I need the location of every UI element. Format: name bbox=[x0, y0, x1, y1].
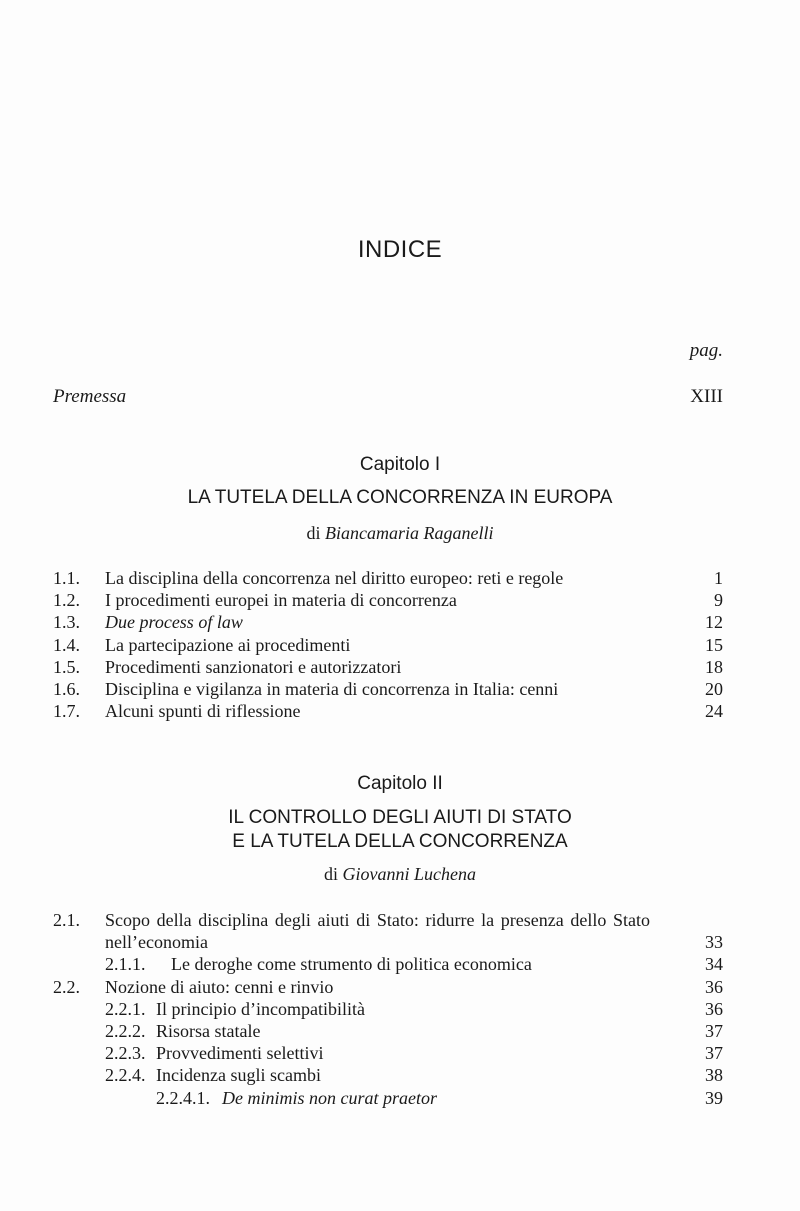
entry-number: 2.2.4. bbox=[105, 1065, 146, 1086]
entry-page: 38 bbox=[705, 1065, 723, 1086]
entry-page: 1 bbox=[714, 568, 723, 588]
entry-number: 1.7. bbox=[53, 701, 80, 722]
chapter-1-toc bbox=[53, 567, 723, 722]
author-name: Biancamaria Raganelli bbox=[325, 523, 494, 543]
entry-title: De minimis non curat praetor bbox=[222, 1087, 437, 1108]
entry-page: 37 bbox=[705, 1020, 723, 1041]
toc-entry[interactable] bbox=[53, 700, 723, 722]
entry-page: 39 bbox=[705, 1087, 723, 1108]
chapter-1-title-line: LA TUTELA DELLA CONCORRENZA IN EUROPA bbox=[187, 487, 613, 508]
page-title: INDICE bbox=[357, 236, 443, 263]
entry-number: 2.1. bbox=[53, 910, 80, 930]
toc-entry[interactable] bbox=[53, 567, 723, 589]
entry-number: 1.5. bbox=[53, 656, 80, 677]
author-name: Giovanni Luchena bbox=[342, 864, 476, 884]
entry-title: Risorsa statale bbox=[156, 1020, 261, 1041]
chapter-2-title-line: E LA TUTELA DELLA CONCORRENZA bbox=[232, 831, 568, 852]
author-prefix: di bbox=[306, 523, 321, 543]
chapter-1-label: Capitolo I bbox=[359, 454, 441, 475]
entry-page: 37 bbox=[705, 1043, 723, 1064]
entry-number: 1.1. bbox=[53, 568, 80, 588]
toc-entry[interactable] bbox=[53, 634, 723, 656]
entry-title: Disciplina e vigilanza in materia di concorrenza in Italia: cenni bbox=[105, 678, 559, 699]
premessa-page: XIII bbox=[690, 386, 723, 407]
entry-number: 2.2.3. bbox=[105, 1043, 146, 1064]
entry-title: Alcuni spunti di riflessione bbox=[105, 701, 301, 722]
toc-entry[interactable] bbox=[53, 611, 723, 633]
entry-title: Scopo della disciplina degli aiuti di Stato: ridurre la presenza dello Stato nell’economia bbox=[105, 910, 650, 953]
chapter-2-label: Capitolo II bbox=[357, 773, 443, 794]
entry-page: 33 bbox=[705, 932, 723, 953]
entry-page: 12 bbox=[705, 612, 723, 633]
toc-entry[interactable] bbox=[53, 976, 723, 998]
entry-number: 1.2. bbox=[53, 590, 80, 611]
entry-number: 2.2.1. bbox=[105, 998, 146, 1019]
toc-entry[interactable] bbox=[53, 909, 723, 953]
entry-number: 1.3. bbox=[53, 612, 80, 633]
premessa-label: Premessa bbox=[53, 386, 127, 407]
entry-page: 9 bbox=[714, 590, 723, 611]
entry-title: La partecipazione ai procedimenti bbox=[105, 634, 351, 655]
entry-title: Due process of law bbox=[105, 612, 243, 633]
entry-page: 15 bbox=[705, 634, 723, 655]
chapter-1-author bbox=[0, 523, 800, 544]
entry-page: 20 bbox=[705, 678, 723, 699]
author-prefix: di bbox=[324, 864, 339, 884]
entry-page: 18 bbox=[705, 656, 723, 677]
chapter-2-title-line: IL CONTROLLO DEGLI AIUTI DI STATO bbox=[228, 807, 572, 828]
toc-entry[interactable] bbox=[53, 1042, 723, 1064]
chapter-2-author bbox=[0, 864, 800, 885]
chapter-2-toc bbox=[53, 909, 723, 1109]
entry-page: 24 bbox=[705, 701, 723, 722]
entry-title: Provvedimenti selettivi bbox=[156, 1043, 324, 1064]
entry-title: Procedimenti sanzionatori e autorizzatori bbox=[105, 656, 402, 677]
entry-title: Il principio d’incompatibilità bbox=[156, 998, 365, 1019]
toc-entry[interactable] bbox=[53, 1087, 723, 1109]
toc-entry[interactable] bbox=[53, 678, 723, 700]
entry-title: La disciplina della concorrenza nel diritto europeo: reti e regole bbox=[105, 568, 564, 588]
page-column-header: pag. bbox=[689, 340, 723, 361]
entry-number: 1.4. bbox=[53, 634, 80, 655]
entry-page: 34 bbox=[705, 954, 723, 975]
entry-number: 1.6. bbox=[53, 678, 80, 699]
entry-page: 36 bbox=[705, 976, 723, 997]
entry-title: Nozione di aiuto: cenni e rinvio bbox=[105, 976, 334, 997]
toc-entry[interactable] bbox=[53, 953, 723, 975]
chapter-1-title bbox=[0, 486, 800, 510]
entry-number: 2.2. bbox=[53, 976, 80, 997]
toc-entry[interactable] bbox=[53, 656, 723, 678]
toc-entry[interactable] bbox=[53, 589, 723, 611]
toc-entry[interactable] bbox=[53, 1020, 723, 1042]
toc-entry[interactable] bbox=[53, 1064, 723, 1086]
entry-number: 2.2.4.1. bbox=[156, 1087, 210, 1108]
entry-page: 36 bbox=[705, 998, 723, 1019]
entry-number: 2.2.2. bbox=[105, 1020, 146, 1041]
entry-title: I procedimenti europei in materia di concorrenza bbox=[105, 590, 457, 611]
toc-entry[interactable] bbox=[53, 998, 723, 1020]
entry-number: 2.1.1. bbox=[105, 954, 146, 975]
entry-title: Incidenza sugli scambi bbox=[156, 1065, 321, 1086]
entry-title: Le deroghe come strumento di politica economica bbox=[171, 954, 532, 975]
chapter-2-title bbox=[0, 806, 800, 854]
